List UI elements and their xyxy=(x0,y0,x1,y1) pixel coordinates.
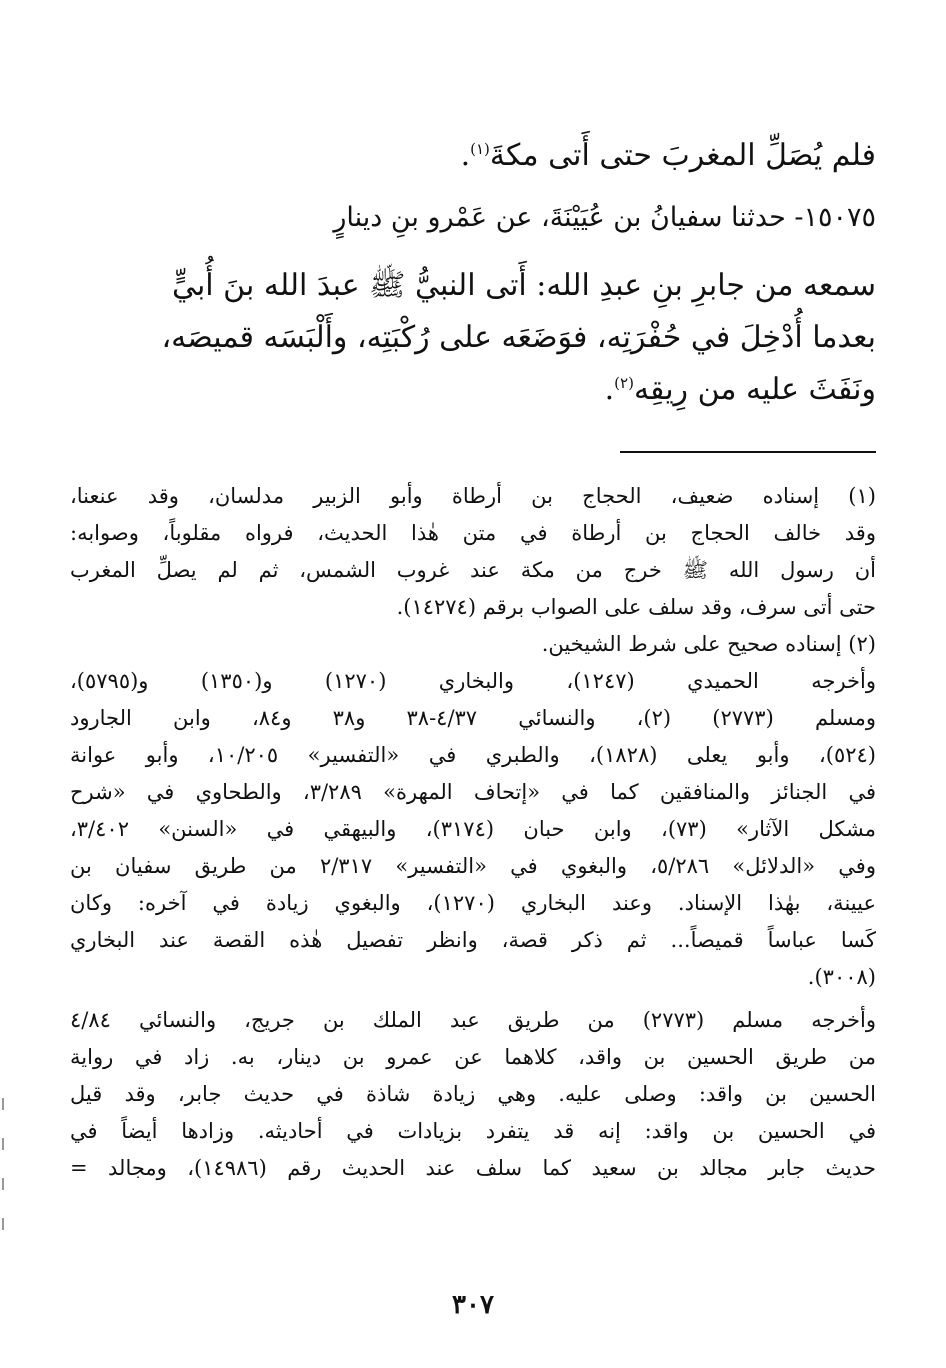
footnote-line: مشكل الآثار» (٧٣)، وابن حبان (٣١٧٤)، والبيهقي في «السنن» ٣/٤٠٢، xyxy=(70,817,876,841)
footnote-line: (٥٢٤)، وأبو يعلى (١٨٢٨)، والطبري في «التفسير» ١٠/٢٠٥، وأبو عوانة xyxy=(70,743,876,767)
footnote-separator xyxy=(620,451,876,453)
footnote-line: وأخرجه مسلم (٢٧٧٣) من طريق عبد الملك بن جريج، والنسائي ٤/٨٤ xyxy=(70,1008,876,1032)
footnote-line: في الجنائز والمنافقين كما في «إتحاف المهرة» ٣/٢٨٩، والطحاوي في «شرح xyxy=(70,780,876,804)
hadith-line: ونَفَثَ عليه من رِيقِه$^{(٢)}$. xyxy=(604,372,876,407)
footnote-marker: (٢) xyxy=(614,374,634,392)
footnote-line: عيينة، بهٰذا الإسناد. وعند البخاري (١٢٧٠)، والبغوي زيادة في آخره: وكان xyxy=(70,891,876,915)
hadith-line: فلم يُصَلِّ المغربَ حتى أَتى مكةَ$^{(١)}$. xyxy=(460,138,876,173)
hadith-line: بعدما أُدْخِلَ في حُفْرَتِه، فوَضَعَه على رُكْبَتِه، وأَلْبَسَه قميصَه، xyxy=(161,320,876,355)
footnote-line: وأخرجه الحميدي (١٢٤٧)، والبخاري (١٢٧٠) و(١٣٥٠) و(٥٧٩٥)، xyxy=(70,669,876,693)
footnotes xyxy=(70,478,876,1187)
footnote-line: أن رسول الله ﷺ خرج من مكة عند غروب الشمس، ثم لم يصلِّ المغرب xyxy=(70,558,876,582)
page-number: ٣٠٧ xyxy=(452,1290,494,1320)
footnote-line: (٢) إسناده صحيح على شرط الشيخين. xyxy=(541,632,876,656)
footnote-line: كَسا عباساً قميصاً... ثم ذكر قصة، وانظر تفصيل هٰذه القصة عند البخاري xyxy=(70,928,876,952)
scan-edge-marks xyxy=(0,1098,4,1248)
footnote-line: (٣٠٠٨). xyxy=(807,965,876,989)
footnote-line: ومسلم (٢٧٧٣) (٢)، والنسائي ٤/٣٧-٣٨ و٣٨ و٨٤، وابن الجارود xyxy=(70,706,876,730)
footnote-line: الحسين بن واقد: وصلى عليه. وهي زيادة شاذة في حديث جابر، وقد قيل xyxy=(70,1082,876,1106)
footnote-line: حديث جابر مجالد بن سعيد كما سلف عند الحديث رقم (١٤٩٨٦)، ومجالد = xyxy=(70,1156,876,1180)
footnote-marker: (١) xyxy=(470,140,490,158)
footnote-line: وقد خالف الحجاج بن أرطاة في متن هٰذا الحديث، فرواه مقلوباً، وصوابه: xyxy=(70,521,876,545)
footnote-line: من طريق الحسين بن واقد، كلاهما عن عمرو بن دينار، به. زاد في رواية xyxy=(70,1045,876,1069)
footnote-line: في الحسين بن واقد: إنه قد يتفرد بزيادات في أحاديثه. وزادها أيضاً في xyxy=(70,1119,876,1143)
footnote-line: (١) إسناده ضعيف، الحجاج بن أرطاة وأبو الزبير مدلسان، وقد عنعنا، xyxy=(70,484,876,508)
footnote-line: وفي «الدلائل» ٥/٢٨٦، والبغوي في «التفسير» ٢/٣١٧ من طريق سفيان بن xyxy=(70,854,876,878)
hadith-line: سمعه من جابرِ بنِ عبدِ الله: أَتى النبيُّ ﷺ عبدَ الله بنَ أُبيٍّ xyxy=(171,268,876,303)
footnote-line: حتى أتى سرف، وقد سلف على الصواب برقم (١٤٢٧٤). xyxy=(396,595,876,619)
hadith-heading: ١٥٠٧٥- حدثنا سفيانُ بن عُيَيْنَةَ، عن عَمْرو بنِ دينارٍ xyxy=(333,202,876,233)
